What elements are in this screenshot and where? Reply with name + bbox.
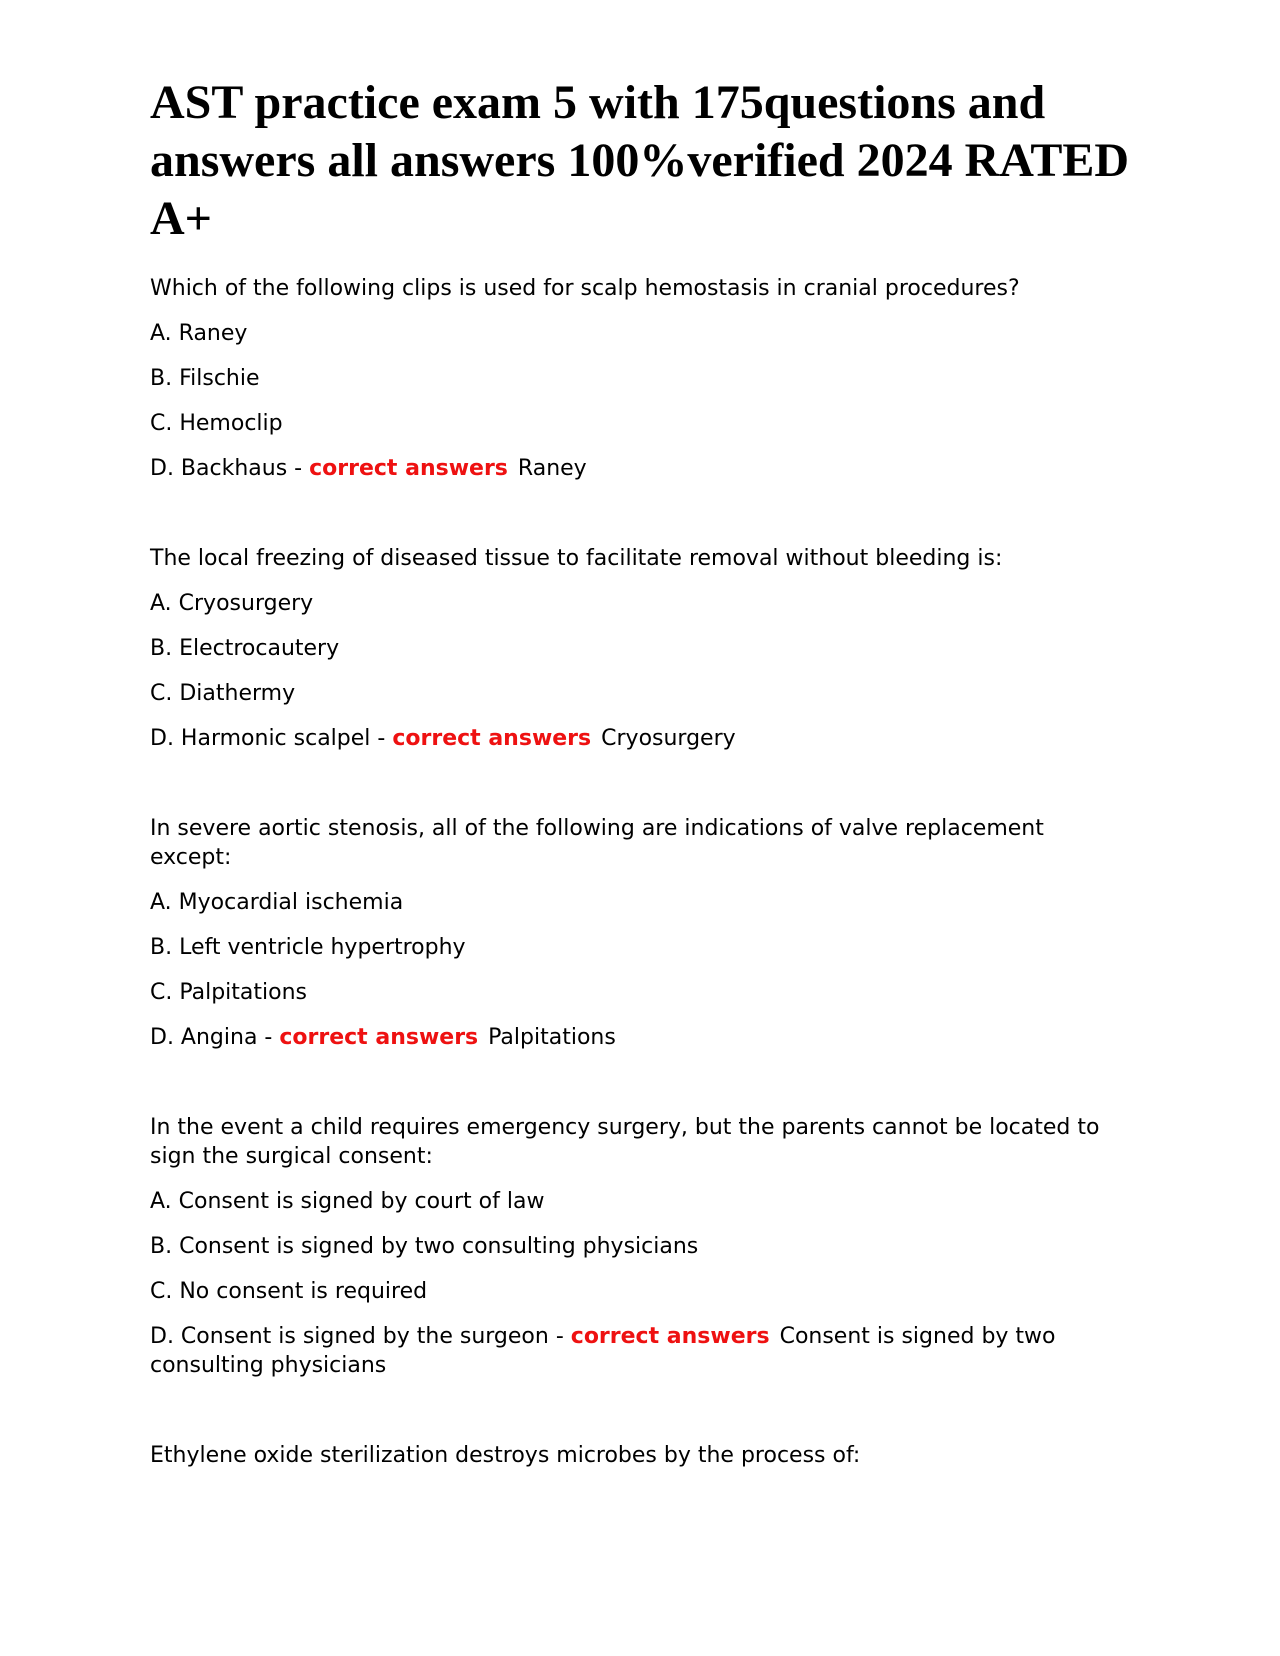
question-text: In severe aortic stenosis, all of the following are indications of valve replacement except: [150,816,1044,870]
option-d-with-answer [150,724,1130,753]
answer-text: Palpitations [488,1025,616,1050]
answer-text: Cryosurgery [601,726,736,751]
document-page [150,74,1130,1486]
correct-answers-label: correct answers [309,456,508,481]
question-text: In the event a child requires emergency surgery, but the parents cannot be located to sign the surgical consent: [150,1115,1100,1169]
option-c: C. Hemoclip [150,411,283,436]
question-block [150,544,1130,753]
option-a: A. Cryosurgery [150,591,314,616]
option-a: A. Consent is signed by court of law [150,1189,545,1214]
option-d: D. Consent is signed by the surgeon - [150,1324,564,1349]
option-d: D. Angina - [150,1025,273,1050]
answer-text: Consent is signed by two consulting physicians [150,1324,1056,1378]
option-c: C. Palpitations [150,980,308,1005]
question-block [150,814,1130,1052]
option-b: B. Electrocautery [150,636,340,661]
question-text: Ethylene oxide sterilization destroys microbes by the process of: [150,1443,861,1468]
option-d-with-answer [150,454,1130,483]
correct-answers-label: correct answers [570,1324,770,1349]
option-a: A. Myocardial ischemia [150,890,404,915]
question-block [150,1113,1130,1380]
question-block [150,1441,1130,1470]
question-block [150,274,1130,483]
option-d: D. Backhaus - [150,456,303,481]
option-b: B. Left ventricle hypertrophy [150,935,466,960]
option-d: D. Harmonic scalpel - [150,726,386,751]
option-c: C. No consent is required [150,1279,428,1304]
correct-answers-label: correct answers [279,1025,479,1050]
question-text: Which of the following clips is used for scalp hemostasis in cranial procedures? [150,276,1020,301]
option-b: B. Consent is signed by two consulting physicians [150,1234,699,1259]
option-d-with-answer [150,1023,1130,1052]
question-text: The local freezing of diseased tissue to facilitate removal without bleeding is: [150,546,1003,571]
correct-answers-label: correct answers [392,726,592,751]
option-d-with-answer [150,1322,1130,1380]
option-c: C. Diathermy [150,681,296,706]
option-a: A. Raney [150,321,248,346]
document-title: AST practice exam 5 with 175questions and answers all answers 100%verified 2024 RATED A+ [150,76,1130,245]
option-b: B. Filschie [150,366,260,391]
answer-text: Raney [517,456,587,481]
